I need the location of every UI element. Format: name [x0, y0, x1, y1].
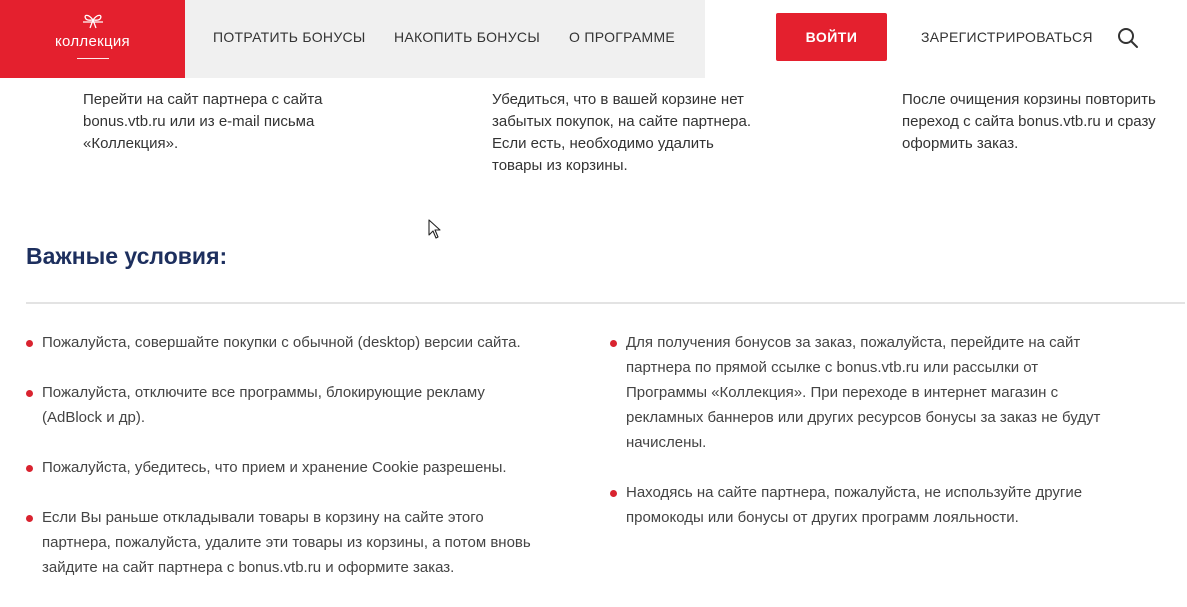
site-header	[0, 0, 1187, 78]
step-line: bonus.vtb.ru или из e-mail письма	[83, 113, 315, 130]
login-button[interactable]: ВОЙТИ	[776, 13, 887, 61]
logo-underline	[77, 58, 109, 59]
step-line: Убедиться, что в вашей корзине нет	[492, 91, 744, 108]
condition-line: Пожалуйста, убедитесь, что прием и хранение Cookie разрешены.	[42, 459, 507, 476]
condition-line: Программы «Коллекция». При переходе в интернет магазин с	[626, 384, 1059, 401]
conditions-title: Важные условия:	[26, 243, 228, 269]
step-line: Если есть, необходимо удалить	[492, 135, 714, 152]
bullet-icon	[610, 490, 617, 497]
step-line: оформить заказ.	[902, 135, 1019, 152]
bullet-icon	[26, 465, 33, 472]
step-line: Перейти на сайт партнера с сайта	[83, 91, 323, 108]
search-icon[interactable]	[1117, 27, 1139, 49]
condition-line: Пожалуйста, совершайте покупки с обычной (desktop) версии сайта.	[42, 334, 521, 351]
step-line: товары из корзины.	[492, 157, 628, 174]
condition-line: Находясь на сайте партнера, пожалуйста, не используйте другие	[626, 484, 1083, 501]
step-line: забытых покупок, на сайте партнера.	[492, 113, 752, 130]
nav-spend-bonuses[interactable]: ПОТРАТИТЬ БОНУСЫ	[213, 29, 366, 45]
condition-item	[26, 505, 531, 580]
logo[interactable]	[0, 0, 185, 78]
condition-line: партнера, пожалуйста, удалите эти товары из корзины, а потом вновь	[42, 534, 531, 551]
nav-earn-bonuses[interactable]: НАКОПИТЬ БОНУСЫ	[394, 29, 541, 45]
condition-item	[610, 330, 1100, 455]
step-line: После очищения корзины повторить	[902, 91, 1156, 108]
condition-line: Пожалуйста, отключите все программы, блокирующие рекламу	[42, 384, 485, 401]
condition-line: начислены.	[626, 434, 707, 451]
logo-text: коллекция	[55, 33, 130, 50]
step-line: переход с сайта bonus.vtb.ru и сразу	[902, 113, 1156, 130]
main-nav	[185, 0, 705, 78]
bullet-icon	[26, 340, 33, 347]
condition-item	[26, 380, 485, 430]
register-link[interactable]: ЗАРЕГИСТРИРОВАТЬСЯ	[921, 29, 1093, 45]
condition-line: зайдите на сайт партнера с bonus.vtb.ru и оформите заказ.	[42, 559, 455, 576]
condition-line: (AdBlock и др).	[42, 409, 145, 426]
mouse-cursor-icon	[428, 219, 442, 239]
condition-item	[26, 455, 507, 480]
step-2-text	[492, 89, 751, 177]
gift-bow-icon	[81, 12, 105, 30]
condition-line: промокоды или бонусы от других программ лояльности.	[626, 509, 1019, 526]
bullet-icon	[610, 340, 617, 347]
step-line: «Коллекция».	[83, 135, 179, 152]
section-divider	[26, 302, 1185, 304]
step-3-text	[902, 89, 1156, 155]
condition-line: Если Вы раньше откладывали товары в корзину на сайте этого	[42, 509, 484, 526]
condition-line: партнера по прямой ссылке с bonus.vtb.ru или рассылки от	[626, 359, 1039, 376]
condition-line: рекламных баннеров или других ресурсов бонусы за заказ не будут	[626, 409, 1101, 426]
nav-about-program[interactable]: О ПРОГРАММЕ	[569, 29, 676, 45]
condition-item	[26, 330, 521, 355]
bullet-icon	[26, 515, 33, 522]
step-1-text	[83, 89, 322, 155]
condition-item	[610, 480, 1082, 530]
bullet-icon	[26, 390, 33, 397]
condition-line: Для получения бонусов за заказ, пожалуйста, перейдите на сайт	[626, 334, 1081, 351]
